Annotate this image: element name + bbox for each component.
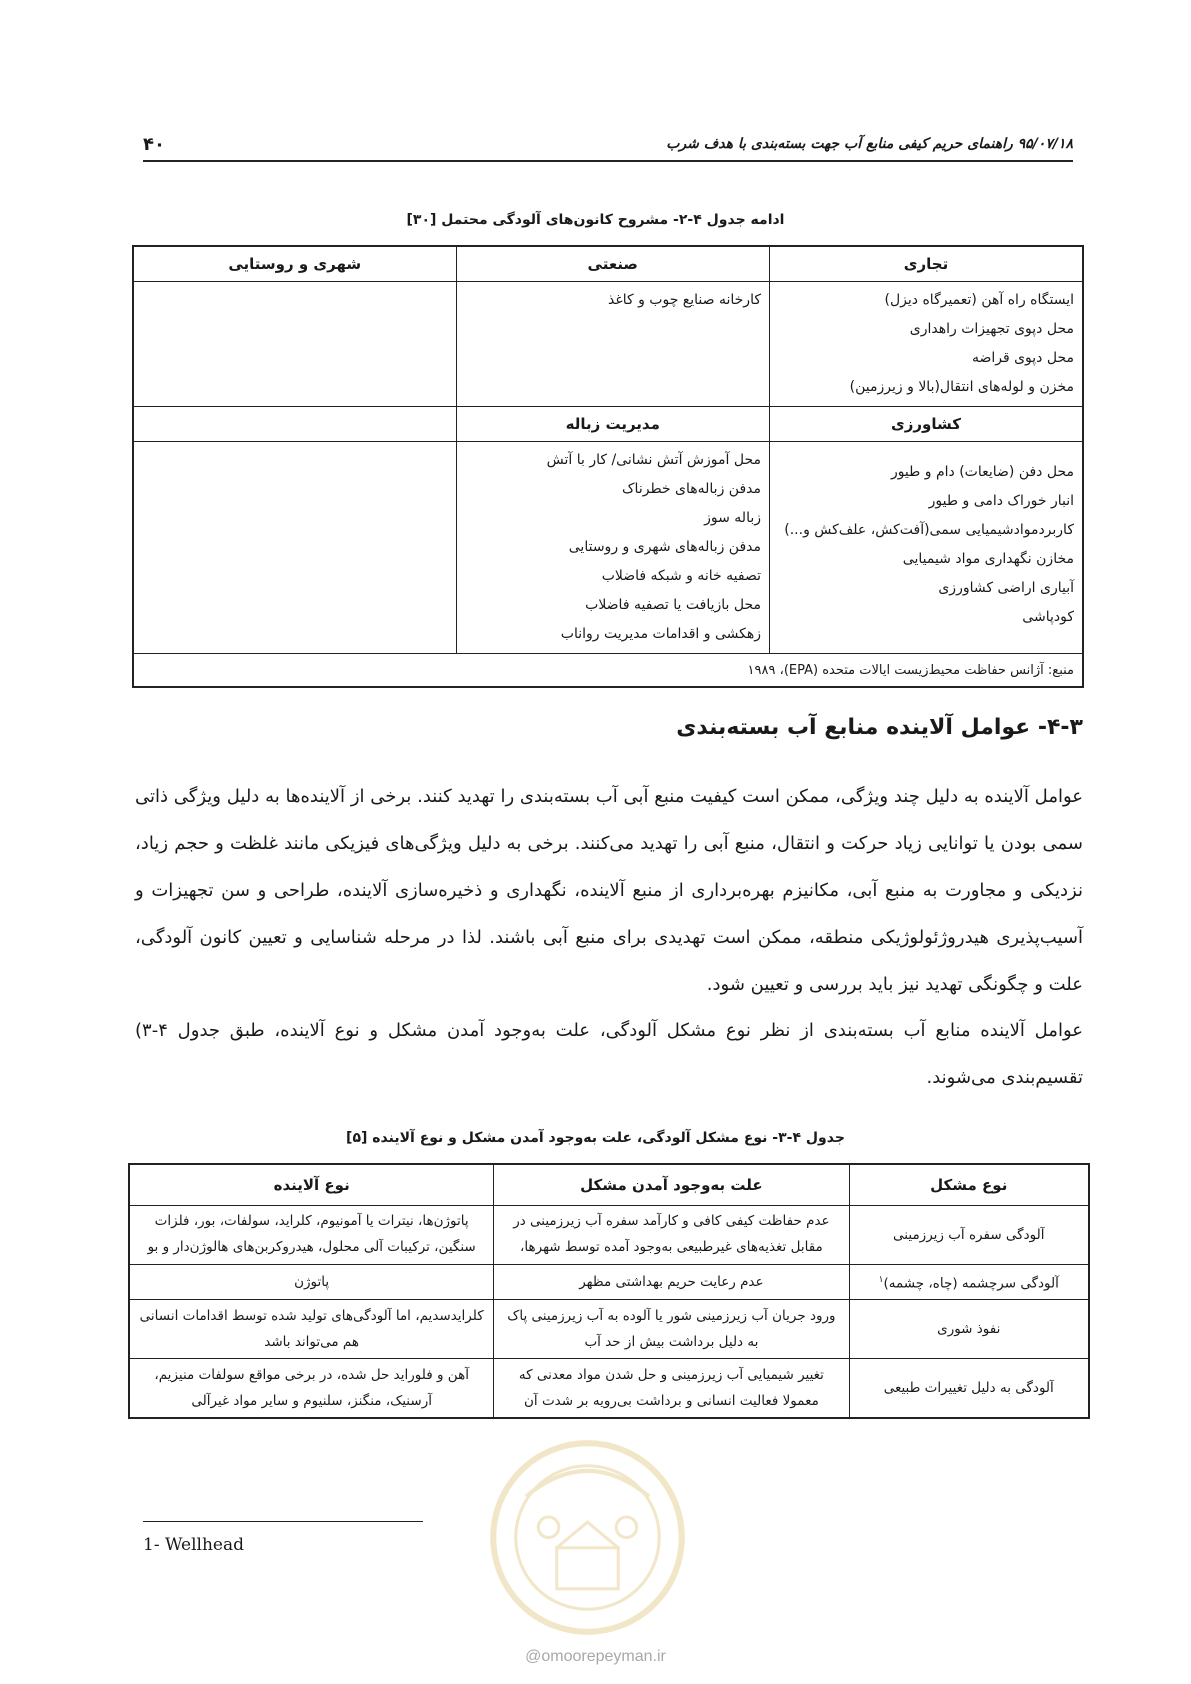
list-item: تصفیه خانه و شبکه فاضلاب bbox=[601, 568, 761, 584]
list-item: زهکشی و اقدامات مدیریت رواناب bbox=[560, 626, 761, 642]
empty-cell bbox=[133, 442, 456, 654]
list-item: محل دفن (ضایعات) دام و طیور bbox=[890, 464, 1074, 480]
footnote: 1- Wellhead bbox=[143, 1535, 245, 1555]
list-item: محل دپوی قراضه bbox=[971, 350, 1074, 366]
pollution-problem-table bbox=[128, 1163, 1090, 1419]
pollutant-cell: آهن و فلوراید حل شده، در برخی مواقع سولفات منیزیم، آرسنیک، منگنز، سلنیوم و سایر مواد غیرآلی bbox=[129, 1358, 494, 1418]
table2-header-problem: نوع مشکل bbox=[849, 1164, 1089, 1206]
watermark-seal-icon bbox=[485, 1435, 690, 1640]
list-item: مخازن نگهداری مواد شیمیایی bbox=[902, 551, 1074, 567]
table2-header-row bbox=[129, 1164, 1089, 1206]
problem-cell: نفوذ شوری bbox=[849, 1299, 1089, 1358]
table1-row-agriculture bbox=[133, 442, 1083, 654]
pollutant-cell: کلرایدسدیم، اما آلودگی‌های تولید شده توسط اقدامات انسانی هم می‌تواند باشد bbox=[129, 1299, 494, 1358]
list-item: مدفن زباله‌های خطرناک bbox=[622, 481, 761, 497]
problem-text: آلودگی سرچشمه (چاه، چشمه) bbox=[883, 1275, 1059, 1292]
page-header bbox=[143, 130, 1073, 162]
site-watermark: @omoorepeyman.ir bbox=[525, 1648, 666, 1665]
table1-header-commercial: تجاری bbox=[770, 246, 1084, 282]
table2-header-pollutant: نوع آلاینده bbox=[129, 1164, 494, 1206]
problem-cell: آلودگی به دلیل تغییرات طبیعی bbox=[849, 1358, 1089, 1418]
cause-cell bbox=[494, 1358, 849, 1418]
page-number: ۴۰ bbox=[143, 134, 165, 155]
waste-cell bbox=[456, 442, 770, 654]
table-row bbox=[129, 1206, 1089, 1265]
pollutant-cell: پاتوژن bbox=[129, 1265, 494, 1300]
table1-header-urban: شهری و روستایی bbox=[133, 246, 456, 282]
list-item: مخزن و لوله‌های انتقال(بالا و زیرزمین) bbox=[849, 379, 1074, 395]
problem-cell: آلودگی سفره آب زیرزمینی bbox=[849, 1206, 1089, 1265]
list-item: کاربردموادشیمیایی سمی(آفت‌کش، علف‌کش و...) bbox=[784, 522, 1074, 538]
table1-row-commercial bbox=[133, 282, 1083, 407]
table1-header-waste: مدیریت زباله bbox=[456, 407, 770, 442]
list-item: آبیاری اراضی کشاورزی bbox=[938, 580, 1074, 596]
list-item: کودپاشی bbox=[1022, 609, 1074, 625]
cause-cell bbox=[494, 1206, 849, 1265]
table1-source-row bbox=[133, 654, 1083, 688]
body-paragraph-2: عوامل آلاینده منابع آب بسته‌بندی از نظر نوع مشکل آلودگی، علت به‌وجود آمدن مشکل و نوع آلاینده، طبق جدول ۴-۳) تقسیم‌بندی می‌شوند. bbox=[135, 1020, 1083, 1088]
table1-caption: ادامه جدول ۴-۲- مشروح کانون‌های آلودگی محتمل [۳۰] bbox=[406, 212, 785, 228]
table-row bbox=[129, 1265, 1089, 1300]
industrial-cell bbox=[456, 282, 770, 407]
footnote-divider bbox=[143, 1521, 423, 1522]
problem-cell bbox=[849, 1265, 1089, 1300]
list-item: ایستگاه راه آهن (تعمیرگاه دیزل) bbox=[884, 292, 1074, 308]
table2-header-cause: علت به‌وجود آمدن مشکل bbox=[494, 1164, 849, 1206]
list-item: محل آموزش آتش نشانی/ کار با آتش bbox=[546, 452, 761, 468]
urban-cell bbox=[133, 282, 456, 407]
table1-header-row bbox=[133, 246, 1083, 282]
table1-header-empty bbox=[133, 407, 456, 442]
cause-text: تغییر شیمیایی آب زیرزمینی و حل شدن مواد معدنی که معمولا فعالیت انسانی و برداشت بی‌رویه بر شدت آن bbox=[518, 1366, 824, 1409]
agriculture-cell bbox=[770, 442, 1084, 654]
list-item: کارخانه صنایع چوب و کاغذ bbox=[608, 292, 761, 308]
body-paragraph-1: عوامل آلاینده به دلیل چند ویژگی، ممکن است کیفیت منبع آبی آب بسته‌بندی را تهدید کنند. برخی از آلاینده‌ها به دلیل ویژگی ذاتی سمی بودن یا توانایی زیاد حرکت و انتقال، منبع آبی را تهدید می‌کنند. برخی به دلیل ویژگی‌های فیزیکی مانند غلظت و حجم زیاد، نزدیکی و مجاورت به منبع آبی، مکانیزم بهره‌برداری از منبع آلاینده، نگهداری و ذخیره‌سازی آلاینده، طراحی و سن تجهیزات و آسیب‌پذیری هیدروژئولوژیکی منطقه، ممکن است تهدیدی برای منبع آبی باشند. لذا در مرحله شناسایی و تعیین کانون آلودگی، علت و چگونگی تهدید نیز باید بررسی و تعیین شود. bbox=[135, 786, 1083, 995]
running-title: ۹۵/۰۷/۱۸ راهنمای حریم کیفی منابع آب جهت بسته‌بندی با هدف شرب bbox=[666, 136, 1073, 152]
table1-subheader-row bbox=[133, 407, 1083, 442]
pollutant-cell bbox=[129, 1206, 494, 1265]
list-item: محل بازیافت یا تصفیه فاضلاب bbox=[585, 597, 761, 613]
cause-cell: ورود جریان آب زیرزمینی شور یا آلوده به آب زیرزمینی پاک به دلیل برداشت بیش از حد آب bbox=[494, 1299, 849, 1358]
list-item: مدفن زباله‌های شهری و روستایی bbox=[568, 539, 761, 555]
cause-cell: عدم رعایت حریم بهداشتی مظهر bbox=[494, 1265, 849, 1300]
table-row bbox=[129, 1358, 1089, 1418]
commercial-cell bbox=[770, 282, 1084, 407]
cause-text: عدم حفاظت کیفی کافی و کارآمد سفره آب زیرزمینی در مقابل تغذیه‌های غیرطبیعی به‌وجود آمده توسط شهرها، bbox=[513, 1213, 830, 1255]
table1-header-agriculture: کشاورزی bbox=[770, 407, 1084, 442]
pollution-sources-table bbox=[132, 245, 1084, 688]
list-item: محل دپوی تجهیزات راهداری bbox=[909, 321, 1074, 337]
list-item: انبار خوراک دامی و طیور bbox=[928, 493, 1074, 509]
table2-caption: جدول ۴-۳- نوع مشکل آلودگی، علت به‌وجود آمدن مشکل و نوع آلاینده [۵] bbox=[346, 1130, 845, 1146]
table1-header-industrial: صنعتی bbox=[456, 246, 770, 282]
section-heading: ۴-۳- عوامل آلاینده منابع آب بسته‌بندی bbox=[676, 715, 1083, 740]
table-row bbox=[129, 1299, 1089, 1358]
pollutant-text: پاتوژن‌ها، نیترات یا آمونیوم، کلراید، سولفات، بور، فلزات سنگین، ترکیبات آلی محلول، هیدروکربن‌های هالوژن‌دار و بو bbox=[147, 1213, 476, 1255]
footnote-ref: ۱ bbox=[878, 1275, 884, 1285]
list-item: زباله سوز bbox=[704, 510, 761, 526]
table1-source: منبع: آژانس حفاظت محیط‌زیست ایالات متحده (EPA)، ۱۹۸۹ bbox=[133, 654, 1083, 688]
